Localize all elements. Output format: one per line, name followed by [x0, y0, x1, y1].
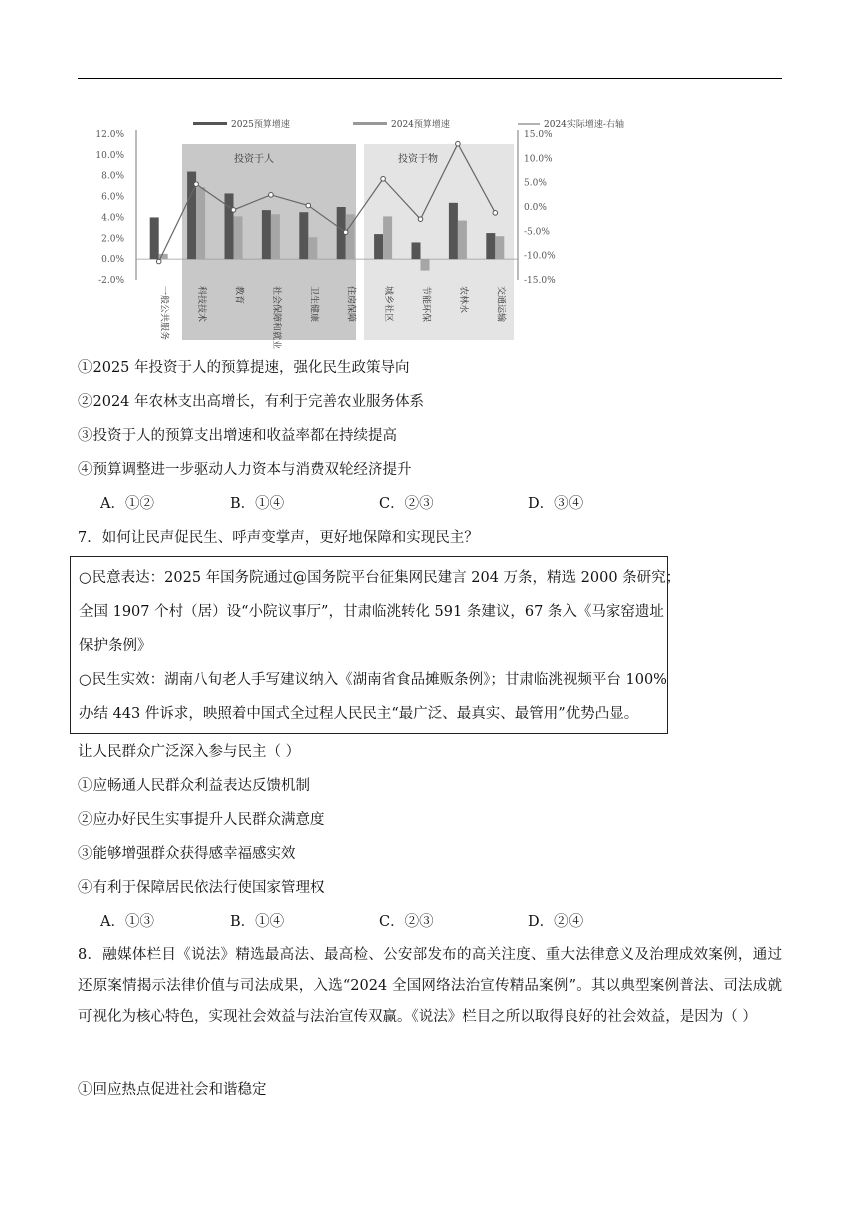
- group-label: 投资于物: [398, 154, 438, 165]
- bar: [495, 236, 504, 259]
- bar: [308, 237, 317, 259]
- q7-material-line: 全国 1907 个村（居）设“小院议事厅”，甘肃临洮转化 591 条建议，67 条入《马家窑遗址: [79, 604, 664, 620]
- bar: [299, 212, 308, 259]
- q7-question: 让人民群众广泛深入参与民主（ ）: [78, 744, 301, 760]
- q6-option-d[interactable]: D．③④: [528, 496, 584, 512]
- q6-statement-4: ④预算调整进一步驱动人力资本与消费双轮经济提升: [78, 462, 412, 478]
- q7-material-line: ○民意表达：2025 年国务院通过@国务院平台征集网民建言 204 万条，精选 2000 条研究；: [79, 570, 681, 586]
- y-left-tick: 12.0%: [95, 130, 124, 140]
- bar: [486, 233, 495, 259]
- q7-statement-4: ④有利于保障居民依法行使国家管理权: [78, 880, 325, 896]
- bar: [449, 203, 458, 259]
- y-left-tick: 10.0%: [95, 150, 124, 161]
- x-tick-label: 一般公共服务: [158, 286, 169, 341]
- x-tick-label: 交通运输: [495, 286, 506, 323]
- line-point: [306, 203, 311, 208]
- bar: [374, 234, 383, 259]
- q7-option-c[interactable]: C．②③: [379, 914, 434, 930]
- q7-option-b[interactable]: B．①④: [230, 914, 285, 930]
- y-left-tick: 2.0%: [101, 234, 124, 245]
- y-left-tick: 8.0%: [101, 171, 124, 182]
- budget-growth-chart: [78, 110, 624, 350]
- line-point: [156, 259, 161, 264]
- group-label: 投资于人: [234, 154, 274, 165]
- q8-statement-1: ①回应热点促进社会和谐稳定: [78, 1082, 267, 1098]
- x-tick-label: 农林水: [457, 286, 468, 314]
- line-point: [418, 217, 423, 222]
- bar: [150, 217, 159, 259]
- legend-label: 2025预算增速: [231, 120, 290, 130]
- y-left-tick: -2.0%: [98, 276, 124, 286]
- line-point: [269, 193, 274, 198]
- q6-statement-3: ③投资于人的预算支出增速和收益率都在持续提高: [78, 428, 397, 444]
- q7-stem: 7．如何让民声促民生、呼声变掌声，更好地保障和实现民主？: [78, 530, 479, 546]
- bar: [225, 193, 234, 259]
- legend-swatch: [193, 122, 227, 125]
- x-tick-label: 城乡社区: [383, 286, 394, 323]
- line-point: [381, 176, 386, 181]
- y-right-tick: -5.0%: [524, 227, 550, 238]
- line-point: [493, 211, 498, 216]
- bar: [196, 187, 205, 259]
- y-left-tick: 6.0%: [101, 192, 124, 203]
- q7-statement-2: ②应办好民生实事提升人民群众满意度: [78, 812, 325, 828]
- q6-option-c[interactable]: C．②③: [379, 496, 434, 512]
- x-tick-label: 科技技术: [196, 286, 207, 323]
- bar: [262, 210, 271, 259]
- y-right-tick: 10.0%: [524, 154, 553, 165]
- x-tick-label: 住房保障: [345, 286, 356, 323]
- q6-statement-2: ②2024 年农林支出高增长，有利于完善农业服务体系: [78, 394, 425, 410]
- x-tick-label: 节能环保: [420, 286, 431, 323]
- line-point: [343, 230, 348, 235]
- line-point: [456, 141, 461, 146]
- bar: [458, 221, 467, 260]
- q7-material-line: 办结 443 件诉求，映照着中国式全过程人民民主“最广泛、最真实、最管用”优势凸显。: [79, 706, 639, 722]
- x-tick-label: 卫生健康: [308, 286, 319, 323]
- q7-option-a[interactable]: A．①③: [100, 914, 154, 930]
- q7-material-line: 保护条例》: [79, 638, 152, 654]
- q7-statement-1: ①应畅通人民群众利益表达反馈机制: [78, 778, 310, 794]
- header-rule: [78, 78, 782, 79]
- q7-option-d[interactable]: D．②④: [528, 914, 584, 930]
- q6-option-a[interactable]: A．①②: [100, 496, 154, 512]
- q8-stem: 8．融媒体栏目《说法》精选最高法、最高检、公安部发布的高关注度、重大法律意义及治理成效案例，通过还原案情揭示法律价值与司法成果，入选“2024 全国网络法治宣传精品案例”。其以典型案例普法、司法成就可视化为核心特色，实现社会效益与法治宣传双赢。《说法》栏目之所以取得良好的社会效益，是因为（ ）: [78, 947, 782, 1025]
- q7-material-box: [70, 556, 681, 734]
- legend-label: 2024预算增速: [391, 120, 450, 130]
- y-right-tick: 0.0%: [524, 203, 547, 213]
- y-left-tick: 4.0%: [101, 213, 124, 224]
- line-point: [231, 208, 236, 213]
- bar: [271, 214, 280, 259]
- q6-statement-1: ①2025 年投资于人的预算提速，强化民生政策导向: [78, 360, 410, 376]
- y-left-tick: 0.0%: [101, 255, 124, 266]
- bar: [421, 259, 430, 270]
- x-tick-label: 教育: [233, 286, 244, 305]
- x-tick-label: 社会保障和就业: [270, 286, 281, 350]
- y-right-tick: -10.0%: [524, 251, 556, 262]
- y-right-tick: -15.0%: [524, 276, 556, 286]
- bar: [234, 216, 243, 259]
- q7-material-line: ○民生实效：湖南八旬老人手写建议纳入《湖南省食品摊贩条例》；甘肃临洮视频平台 100%: [79, 672, 667, 688]
- y-right-tick: 15.0%: [524, 130, 553, 140]
- q6-option-b[interactable]: B．①④: [230, 496, 285, 512]
- line-point: [194, 182, 199, 187]
- q7-statement-3: ③能够增强群众获得感幸福感实效: [78, 846, 296, 862]
- legend-label: 2024实际增速-右轴: [544, 120, 624, 130]
- bar: [412, 242, 421, 259]
- legend-swatch: [353, 122, 387, 125]
- y-right-tick: 5.0%: [524, 178, 547, 189]
- bar: [383, 216, 392, 259]
